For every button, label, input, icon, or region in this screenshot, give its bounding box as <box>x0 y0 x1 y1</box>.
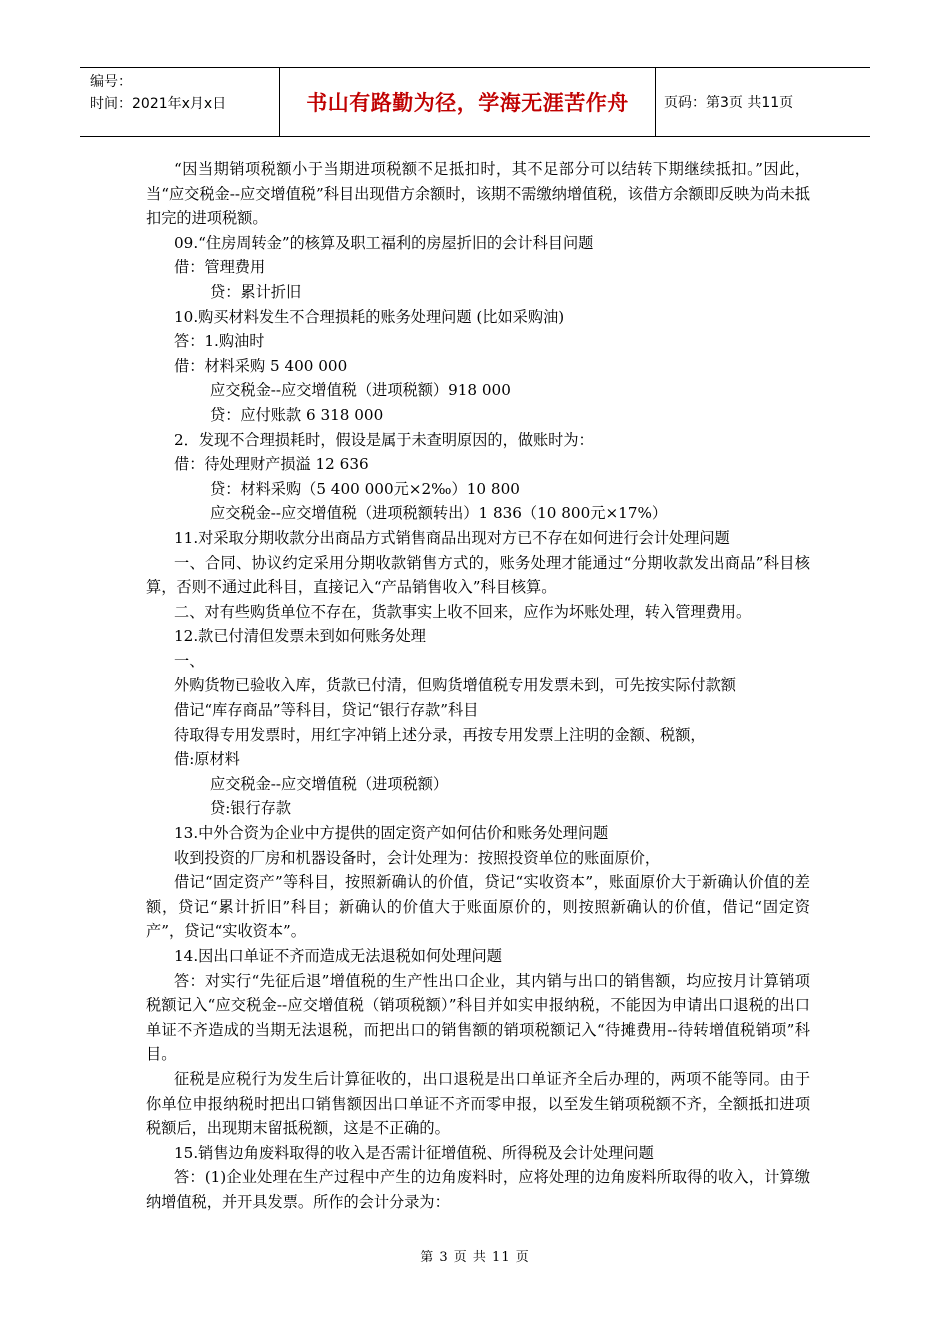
answer-line: 答：1.购油时 <box>174 332 265 351</box>
header-page-info: 页码：第3页 共11页 <box>664 95 794 111</box>
header-motto: 书山有路勤为径，学海无涯苦作舟 <box>280 68 656 136</box>
entry-line: 借：管理费用 <box>174 258 266 277</box>
page-footer: 第 3 页 共 11 页 <box>420 1250 530 1265</box>
section-heading: 15.销售边角废料取得的收入是否需计征增值税、所得税及会计处理问题 <box>174 1143 654 1162</box>
paragraph: 外购货物已验收入库，货款已付清，但购货增值税专用发票未到，可先按实际付款额 <box>174 676 736 695</box>
paragraph: 一、合同、协议约定采用分期收款销售方式的，账务处理才能通过“分期收款发出商品”科目核算，否则不通过此科目，直接记入“产品销售收入”科目核算。 <box>146 553 810 597</box>
paragraph: 一、 <box>174 651 205 670</box>
section-heading: 09.“住房周转金”的核算及职工福利的房屋折旧的会计科目问题 <box>174 233 594 252</box>
entry-line: 贷：累计折旧 <box>210 282 302 301</box>
paragraph: 收到投资的厂房和机器设备时，会计处理为：按照投资单位的账面原价， <box>174 848 660 867</box>
entry-line: 借:原材料 <box>174 750 240 769</box>
paragraph: 借记“固定资产”等科目，按照新确认的价值，贷记“实收资本”，账面原价大于新确认价值的差额，贷记“累计折旧”科目；新确认的价值大于账面原价的，则按照新确认的价值，借记“固定资产”，贷记“实收资本”。 <box>146 873 810 941</box>
entry-line: 贷：应付账款 6 318 000 <box>210 405 384 424</box>
document-body <box>146 157 810 1215</box>
entry-line: 应交税金--应交增值税（进项税额） <box>210 774 449 793</box>
section-heading: 13.中外合资为企业中方提供的固定资产如何估价和账务处理问题 <box>174 824 609 843</box>
paragraph: 征税是应税行为发生后计算征收的，出口退税是出口单证齐全后办理的，两项不能等同。由于你单位申报纳税时把出口销售额因出口单证不齐而零申报，以至发生销项税额不齐，全额抵扣进项税额后，出现期末留抵税额，这是不正确的。 <box>146 1069 810 1138</box>
page-header <box>80 67 870 137</box>
document-number-label: 编号： <box>90 74 132 90</box>
entry-line: 借：材料采购 5 400 000 <box>174 356 348 375</box>
paragraph: 答：对实行“先征后退”增值税的生产性出口企业，其内销与出口的销售额，均应按月计算销项税额记入“应交税金--应交增值税（销项税额）”科目并如实申报纳税，不能因为申请出口退税的出口单证不齐造成的当期无法退税，而把出口的销售额的销项税额记入“待摊费用--待转增值税销项”科目。 <box>146 971 810 1064</box>
paragraph: 答：(1)企业处理在生产过程中产生的边角废料时，应将处理的边角废料所取得的收入，计算缴纳增值税，并开具发票。所作的会计分录为： <box>146 1168 810 1211</box>
entry-line: 贷:银行存款 <box>210 799 292 818</box>
header-meta <box>80 68 280 136</box>
paragraph: 待取得专用发票时，用红字冲销上述分录，再按专用发票上注明的金额、税额， <box>174 725 706 744</box>
section-heading: 12.款已付清但发票未到如何账务处理 <box>174 627 426 646</box>
paragraph: 二、对有些购货单位不存在，货款事实上收不回来，应作为坏账处理，转入管理费用。 <box>174 602 752 621</box>
paragraph: 2．发现不合理损耗时，假设是属于未查明原因的，做账时为： <box>174 430 594 449</box>
paragraph: “因当期销项税额小于当期进项税额不足抵扣时，其不足部分可以结转下期继续抵扣。”因此，当“应交税金--应交增值税”科目出现借方余额时，该期不需缴纳增值税，该借方余额即反映为尚未抵扣完的进项税额。 <box>146 160 810 228</box>
section-heading: 10.购买材料发生不合理损耗的账务处理问题 (比如采购油) <box>174 307 565 326</box>
entry-line: 贷：材料采购（5 400 000元×2‰）10 800 <box>210 479 520 498</box>
entry-line: 借：待处理财产损溢 12 636 <box>174 455 369 474</box>
paragraph: 借记“库存商品”等科目，贷记“银行存款”科目 <box>174 701 479 720</box>
entry-line: 应交税金--应交增值税（进项税额）918 000 <box>210 381 511 400</box>
entry-line: 应交税金--应交增值税（进项税额转出）1 836（10 800元×17%） <box>210 504 668 523</box>
document-time-label: 时间：2021年x月x日 <box>90 96 227 112</box>
section-heading: 14.因出口单证不齐而造成无法退税如何处理问题 <box>174 947 502 965</box>
section-heading: 11.对采取分期收款分出商品方式销售商品出现对方已不存在如何进行会计处理问题 <box>174 528 730 547</box>
